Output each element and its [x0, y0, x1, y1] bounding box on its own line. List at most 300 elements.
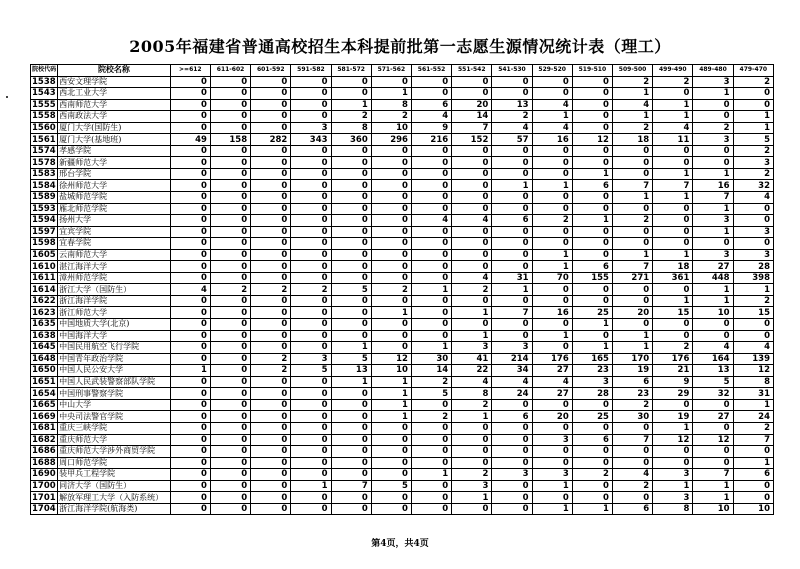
count-cell: 0 [210, 399, 250, 411]
count-cell: 3 [492, 469, 532, 481]
count-cell: 0 [532, 145, 572, 157]
school-name: 扬州大学 [58, 215, 171, 227]
count-cell: 0 [371, 157, 411, 169]
count-cell: 1 [612, 111, 652, 123]
count-cell: 0 [452, 457, 492, 469]
count-cell: 1 [371, 376, 411, 388]
count-cell: 2 [612, 215, 652, 227]
count-cell: 0 [210, 99, 250, 111]
count-cell: 0 [170, 203, 210, 215]
count-cell: 0 [452, 88, 492, 100]
count-cell: 0 [251, 399, 291, 411]
count-cell: 3 [452, 342, 492, 354]
count-cell: 1 [653, 422, 693, 434]
school-name: 宜宾学院 [58, 226, 171, 238]
count-cell: 0 [170, 480, 210, 492]
count-cell: 0 [251, 226, 291, 238]
count-cell: 0 [210, 226, 250, 238]
count-cell: 1 [572, 503, 612, 515]
school-name: 重庆师范大学 [58, 434, 171, 446]
count-cell: 0 [693, 111, 733, 123]
count-cell: 8 [331, 122, 371, 134]
table-row [31, 203, 774, 215]
school-code: 1638 [32, 330, 56, 341]
count-cell: 4 [612, 99, 652, 111]
count-cell: 0 [251, 88, 291, 100]
count-cell: 0 [572, 238, 612, 250]
count-cell: 9 [653, 376, 693, 388]
count-cell: 0 [251, 249, 291, 261]
count-cell: 23 [612, 388, 652, 400]
count-cell: 0 [210, 422, 250, 434]
count-cell: 2 [251, 353, 291, 365]
count-cell: 3 [532, 469, 572, 481]
count-cell: 1 [612, 88, 652, 100]
count-cell: 361 [653, 272, 693, 284]
count-cell: 0 [653, 226, 693, 238]
count-cell: 19 [653, 411, 693, 423]
count-cell: 0 [653, 284, 693, 296]
school-name: 中央司法警官学院 [58, 411, 171, 423]
school-name: 装甲兵工程学院 [58, 469, 171, 481]
school-name: 中山大学 [58, 399, 171, 411]
count-cell: 4 [411, 111, 451, 123]
count-cell: 0 [532, 238, 572, 250]
count-cell: 0 [411, 249, 451, 261]
count-cell: 1 [693, 226, 733, 238]
count-cell: 3 [693, 76, 733, 88]
count-cell: 0 [532, 492, 572, 504]
count-cell: 0 [331, 180, 371, 192]
count-cell: 1 [653, 295, 693, 307]
count-cell: 0 [210, 457, 250, 469]
count-cell: 1 [612, 192, 652, 204]
count-cell: 0 [331, 88, 371, 100]
school-name: 重庆师范大学涉外商贸学院 [58, 446, 171, 458]
school-name: 漳州师范学院 [58, 272, 171, 284]
count-cell: 0 [251, 388, 291, 400]
count-cell: 343 [291, 134, 331, 146]
count-cell: 27 [693, 411, 733, 423]
table-row [31, 134, 774, 146]
count-cell: 0 [733, 88, 773, 100]
count-cell: 0 [251, 457, 291, 469]
count-cell: 0 [331, 492, 371, 504]
count-cell: 0 [492, 457, 532, 469]
count-cell: 4 [532, 376, 572, 388]
count-cell: 0 [170, 145, 210, 157]
count-cell: 1 [411, 284, 451, 296]
count-cell: 0 [572, 492, 612, 504]
count-cell: 0 [653, 145, 693, 157]
count-cell: 20 [452, 99, 492, 111]
count-cell: 1 [411, 342, 451, 354]
table-body [31, 76, 774, 515]
count-cell: 0 [371, 145, 411, 157]
count-cell: 0 [291, 249, 331, 261]
count-cell: 13 [693, 365, 733, 377]
count-cell: 4 [492, 122, 532, 134]
count-cell: 1 [532, 480, 572, 492]
school-name: 湛江海洋大学 [58, 261, 171, 273]
count-cell: 1 [371, 307, 411, 319]
table-row [31, 111, 774, 123]
count-cell: 1 [532, 261, 572, 273]
count-cell: 0 [170, 446, 210, 458]
table-row [31, 480, 774, 492]
table-row [31, 319, 774, 331]
count-cell: 0 [733, 480, 773, 492]
count-cell: 0 [693, 145, 733, 157]
count-cell: 0 [452, 503, 492, 515]
count-cell: 1 [371, 411, 411, 423]
school-code: 1555 [32, 99, 56, 110]
table-row [31, 469, 774, 481]
count-cell: 29 [653, 388, 693, 400]
count-cell: 7 [653, 180, 693, 192]
count-cell: 3 [291, 353, 331, 365]
table-row [31, 76, 774, 88]
count-cell: 22 [452, 365, 492, 377]
school-code: 1650 [32, 365, 56, 376]
count-cell: 0 [492, 238, 532, 250]
count-cell: 0 [251, 192, 291, 204]
count-cell: 1 [452, 492, 492, 504]
count-cell: 0 [532, 203, 572, 215]
count-cell: 2 [733, 295, 773, 307]
count-cell: 1 [492, 180, 532, 192]
count-cell: 0 [291, 469, 331, 481]
header-score-range: 541-530 [492, 65, 532, 77]
count-cell: 3 [693, 215, 733, 227]
count-cell: 0 [210, 157, 250, 169]
count-cell: 0 [170, 111, 210, 123]
school-code: 1558 [32, 111, 56, 122]
count-cell: 0 [411, 446, 451, 458]
school-name: 周口师范学院 [58, 457, 171, 469]
count-cell: 0 [331, 249, 371, 261]
count-cell: 0 [612, 145, 652, 157]
count-cell: 0 [653, 203, 693, 215]
school-name: 中国人民武装警察部队学院 [58, 376, 171, 388]
count-cell: 0 [532, 342, 572, 354]
count-cell: 32 [733, 180, 773, 192]
count-cell: 14 [452, 111, 492, 123]
count-cell: 0 [331, 307, 371, 319]
count-cell: 4 [612, 469, 652, 481]
count-cell: 0 [291, 226, 331, 238]
count-cell: 1 [331, 342, 371, 354]
count-cell: 0 [210, 342, 250, 354]
count-cell: 0 [411, 503, 451, 515]
count-cell: 0 [733, 238, 773, 250]
count-cell: 0 [331, 503, 371, 515]
count-cell: 10 [693, 503, 733, 515]
count-cell: 0 [170, 307, 210, 319]
count-cell: 5 [693, 376, 733, 388]
count-cell: 0 [572, 295, 612, 307]
count-cell: 0 [572, 88, 612, 100]
count-cell: 1 [612, 249, 652, 261]
count-cell: 19 [612, 365, 652, 377]
count-cell: 0 [210, 272, 250, 284]
count-cell: 6 [411, 99, 451, 111]
count-cell: 4 [693, 342, 733, 354]
count-cell: 0 [170, 99, 210, 111]
count-cell: 7 [693, 469, 733, 481]
table-row [31, 272, 774, 284]
count-cell: 0 [251, 422, 291, 434]
count-cell: 7 [612, 434, 652, 446]
count-cell: 14 [411, 365, 451, 377]
count-cell: 10 [371, 122, 411, 134]
count-cell: 23 [572, 365, 612, 377]
school-code: 1605 [32, 250, 56, 261]
count-cell: 2 [492, 111, 532, 123]
count-cell: 0 [371, 457, 411, 469]
count-cell: 0 [210, 365, 250, 377]
count-cell: 0 [371, 422, 411, 434]
count-cell: 0 [251, 503, 291, 515]
count-cell: 31 [733, 388, 773, 400]
count-cell: 0 [411, 399, 451, 411]
count-cell: 0 [612, 492, 652, 504]
school-name: 西南师范大学 [58, 99, 171, 111]
count-cell: 2 [371, 111, 411, 123]
count-cell: 0 [693, 330, 733, 342]
count-cell: 0 [371, 261, 411, 273]
count-cell: 31 [492, 272, 532, 284]
count-cell: 0 [411, 180, 451, 192]
count-cell: 0 [291, 295, 331, 307]
count-cell: 0 [733, 215, 773, 227]
count-cell: 0 [452, 249, 492, 261]
count-cell: 1 [452, 411, 492, 423]
count-cell: 0 [210, 249, 250, 261]
count-cell: 0 [291, 76, 331, 88]
count-cell: 13 [492, 99, 532, 111]
school-name: 浙江海洋学院(航海类) [58, 503, 171, 515]
count-cell: 18 [612, 134, 652, 146]
count-cell: 0 [331, 434, 371, 446]
count-cell: 0 [291, 319, 331, 331]
count-cell: 0 [612, 319, 652, 331]
table-row [31, 399, 774, 411]
count-cell: 0 [572, 192, 612, 204]
school-name: 解放军理工大学（入防系统） [58, 492, 171, 504]
count-cell: 1 [572, 319, 612, 331]
school-code: 1682 [32, 434, 56, 445]
school-name: 中国地质大学(北京) [58, 319, 171, 331]
count-cell: 3 [693, 134, 733, 146]
school-code: 1645 [32, 342, 56, 353]
count-cell: 0 [210, 145, 250, 157]
count-cell: 0 [653, 319, 693, 331]
count-cell: 0 [251, 295, 291, 307]
count-cell: 4 [532, 122, 572, 134]
count-cell: 21 [653, 365, 693, 377]
count-cell: 2 [653, 342, 693, 354]
count-cell: 0 [251, 168, 291, 180]
school-code: 1614 [32, 284, 56, 295]
count-cell: 0 [572, 457, 612, 469]
count-cell: 3 [733, 249, 773, 261]
header-score-range: 561-552 [411, 65, 451, 77]
count-cell: 0 [371, 215, 411, 227]
count-cell: 1 [452, 330, 492, 342]
count-cell: 0 [291, 272, 331, 284]
count-cell: 0 [291, 342, 331, 354]
table-row [31, 422, 774, 434]
count-cell: 0 [251, 215, 291, 227]
table-row [31, 145, 774, 157]
page-footer: 第4页，共4页 [371, 539, 429, 549]
count-cell: 8 [653, 503, 693, 515]
count-cell: 0 [210, 168, 250, 180]
count-cell: 0 [572, 203, 612, 215]
count-cell: 0 [452, 145, 492, 157]
count-cell: 12 [371, 353, 411, 365]
school-code: 1665 [32, 400, 56, 411]
table-row [31, 365, 774, 377]
count-cell: 13 [331, 365, 371, 377]
count-cell: 2 [452, 469, 492, 481]
school-code: 1611 [32, 273, 56, 284]
count-cell: 0 [411, 157, 451, 169]
count-cell: 0 [251, 492, 291, 504]
count-cell: 16 [532, 307, 572, 319]
count-cell: 0 [170, 295, 210, 307]
count-cell: 0 [452, 446, 492, 458]
count-cell: 0 [251, 111, 291, 123]
count-cell: 1 [612, 330, 652, 342]
count-cell: 2 [733, 422, 773, 434]
count-cell: 0 [733, 319, 773, 331]
count-cell: 0 [693, 399, 733, 411]
count-cell: 0 [291, 503, 331, 515]
school-code: 1584 [32, 180, 56, 191]
count-cell: 2 [452, 399, 492, 411]
count-cell: 8 [452, 388, 492, 400]
count-cell: 0 [612, 157, 652, 169]
count-cell: 0 [170, 330, 210, 342]
count-cell: 2 [251, 365, 291, 377]
school-name: 中国海洋大学 [58, 330, 171, 342]
school-code: 1623 [32, 307, 56, 318]
count-cell: 0 [612, 284, 652, 296]
count-cell: 12 [733, 365, 773, 377]
school-code: 1589 [32, 192, 56, 203]
count-cell: 0 [291, 446, 331, 458]
count-cell: 0 [371, 180, 411, 192]
count-cell: 0 [693, 319, 733, 331]
count-cell: 152 [452, 134, 492, 146]
count-cell: 0 [331, 238, 371, 250]
count-cell: 0 [371, 319, 411, 331]
count-cell: 25 [572, 411, 612, 423]
count-cell: 1 [693, 88, 733, 100]
school-name: 浙江海洋学院 [58, 295, 171, 307]
count-cell: 0 [411, 76, 451, 88]
count-cell: 2 [733, 168, 773, 180]
count-cell: 0 [291, 422, 331, 434]
count-cell: 0 [331, 192, 371, 204]
count-cell: 0 [170, 399, 210, 411]
school-code: 1648 [32, 353, 56, 364]
count-cell: 0 [572, 122, 612, 134]
school-name: 中国青年政治学院 [58, 353, 171, 365]
count-cell: 1 [653, 111, 693, 123]
count-cell: 6 [612, 376, 652, 388]
count-cell: 0 [251, 469, 291, 481]
count-cell: 155 [572, 272, 612, 284]
count-cell: 0 [452, 226, 492, 238]
count-cell: 214 [492, 353, 532, 365]
count-cell: 0 [492, 157, 532, 169]
count-cell: 0 [331, 330, 371, 342]
table-row [31, 503, 774, 515]
count-cell: 0 [411, 238, 451, 250]
count-cell: 0 [291, 215, 331, 227]
count-cell: 3 [572, 376, 612, 388]
count-cell: 2 [411, 411, 451, 423]
count-cell: 0 [291, 157, 331, 169]
header-score-range: 581-572 [331, 65, 371, 77]
table-row [31, 388, 774, 400]
count-cell: 32 [693, 388, 733, 400]
count-cell: 0 [653, 457, 693, 469]
count-cell: 0 [291, 145, 331, 157]
count-cell: 0 [170, 272, 210, 284]
school-code: 1704 [32, 504, 56, 515]
count-cell: 0 [210, 261, 250, 273]
count-cell: 10 [371, 365, 411, 377]
count-cell: 176 [653, 353, 693, 365]
count-cell: 24 [733, 411, 773, 423]
school-name: 孝感学院 [58, 145, 171, 157]
count-cell: 0 [331, 157, 371, 169]
count-cell: 0 [210, 330, 250, 342]
count-cell: 0 [492, 203, 532, 215]
count-cell: 0 [532, 192, 572, 204]
count-cell: 0 [612, 295, 652, 307]
count-cell: 0 [251, 157, 291, 169]
count-cell: 1 [532, 503, 572, 515]
count-cell: 0 [170, 376, 210, 388]
count-cell: 0 [572, 145, 612, 157]
count-cell: 0 [170, 342, 210, 354]
header-score-range: 529-520 [532, 65, 572, 77]
count-cell: 0 [210, 376, 250, 388]
table-row [31, 215, 774, 227]
count-cell: 1 [331, 376, 371, 388]
count-cell: 0 [371, 272, 411, 284]
count-cell: 164 [693, 353, 733, 365]
count-cell: 70 [532, 272, 572, 284]
count-cell: 0 [291, 99, 331, 111]
count-cell: 360 [331, 134, 371, 146]
count-cell: 2 [251, 284, 291, 296]
count-cell: 12 [653, 434, 693, 446]
count-cell: 0 [452, 192, 492, 204]
count-cell: 6 [572, 261, 612, 273]
school-code: 1654 [32, 388, 56, 399]
count-cell: 0 [612, 422, 652, 434]
count-cell: 1 [733, 122, 773, 134]
count-cell: 0 [612, 203, 652, 215]
table-row [31, 342, 774, 354]
count-cell: 0 [170, 319, 210, 331]
